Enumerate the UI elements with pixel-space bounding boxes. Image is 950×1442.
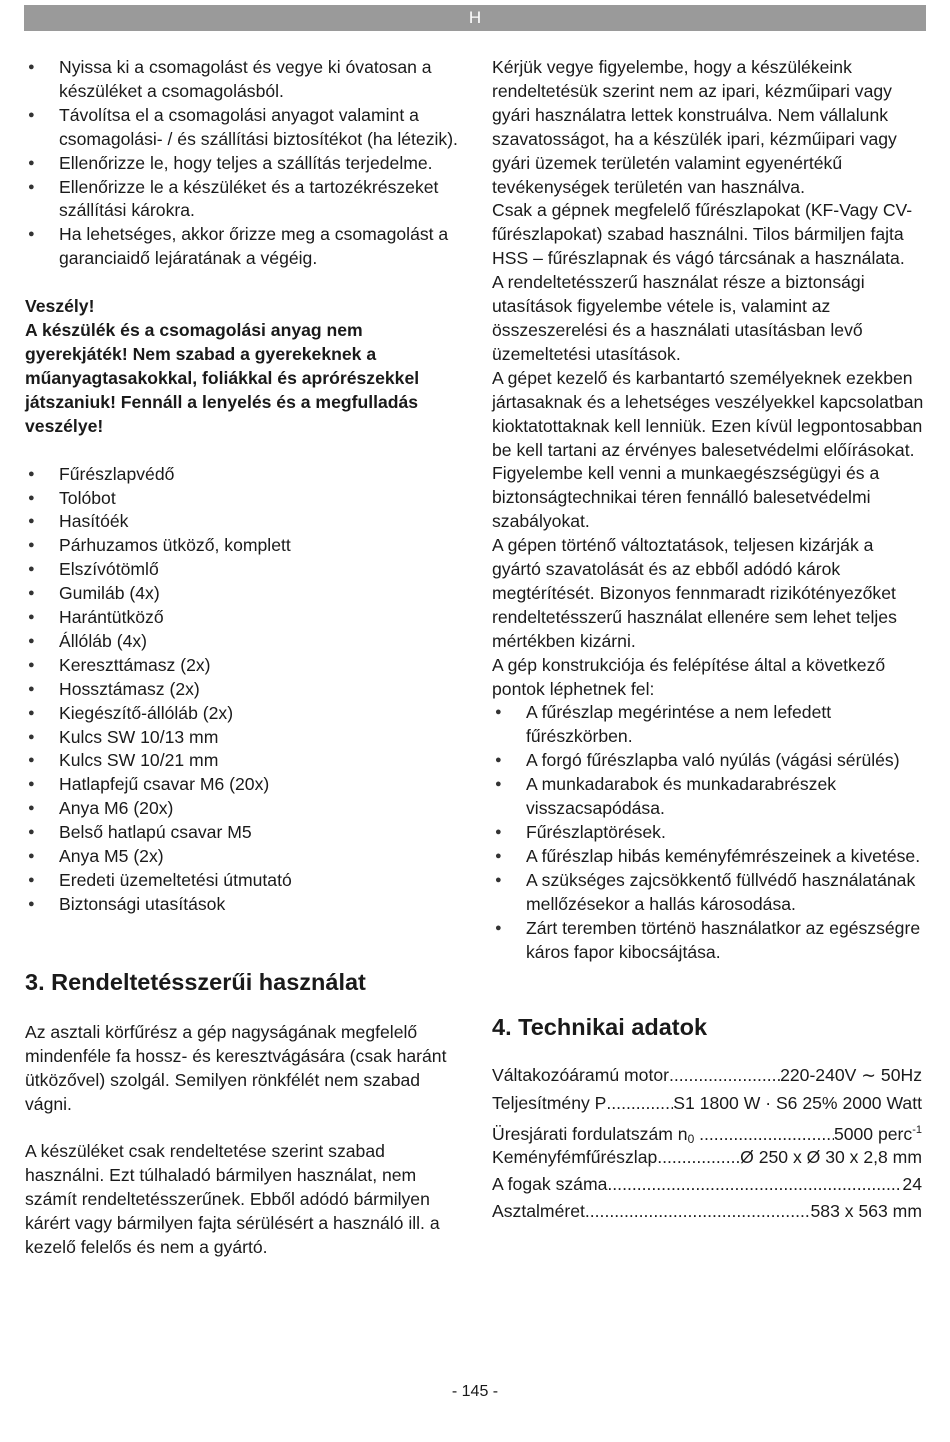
spec-value: 24 [902,1174,922,1195]
list-item: ● Kulcs SW 10/21 mm [25,749,463,773]
list-item: ● Távolítsa el a csomagolási anyagot valamint a csomagolási- / és szállítási biztosítékot (ha létezik). [25,104,463,152]
unpack-list [25,56,463,271]
list-item: ● Kulcs SW 10/13 mm [25,726,463,750]
usage-paragraph: A gépet kezelő és karbantartó személyeknek ezekben jártasaknak és a lehetséges veszélyekkel kapcsolatban kioktatottaknak kell lenniük. Ezen kívül legpontosabban be kell tartani az érvényes balesetvédelmi előírásokat. Figyelembe kell venni a munkaegészségügyi és a biztonságtechnikai téren fennálló balesetvédelmi szabályokat. [492,367,924,532]
spec-label: Asztalméret [492,1201,585,1222]
warning-title: Veszély! [25,296,95,317]
spec-value: S1 1800 W · S6 25% 2000 Watt [673,1092,922,1113]
spec-row [492,1144,922,1171]
list-item: ● Anya M5 (2x) [25,845,463,869]
usage-paragraph: Kérjük vegye figyelembe, hogy a készülékeink rendeltetésük szerint nem az ipari, kézműipari vagy gyári használatra lettek konstruálva. Nem vállalunk szavatosságot, ha a készülék ipari, kézműipari vagy gyári üzemek területén valamint egyenértékű tevékenységek területén van használva. [492,57,897,197]
list-item: ● Tolóbot [25,487,463,511]
section-3-paragraph: Az asztali körfűrész a gép nagyságának megfelelő mindenféle fa hossz- és keresztvágására (csak haránt ütközővel) szolgál. Semilyen rönkfélét nem szabad vágni. [25,1021,447,1114]
section-3-heading: 3. Rendeltetésszerűi használat [25,968,366,995]
section-4-heading: 4. Technikai adatok [492,1014,708,1041]
list-item: ● Kiegészítő-állóláb (2x) [25,702,463,726]
leader-dots [657,1144,740,1171]
superscript: -1 [912,1123,922,1136]
list-item: ● Gumiláb (4x) [25,582,463,606]
spec-row [492,1198,922,1225]
language-code: H [468,8,482,27]
subscript: 0 [687,1131,695,1146]
list-item: ● Hatlapfejű csavar M6 (20x) [25,773,463,797]
list-item: ● Ha lehetséges, akkor őrizze meg a csomagolást a garanciaidő lejáratának a végéig. [25,223,463,271]
spec-label: Teljesítmény P [492,1092,607,1113]
spec-row [492,1117,922,1144]
leader-dots [669,1062,780,1089]
list-item: ● Ellenőrizze le a készüléket és a tartozékrészeket szállítási károkra. [25,176,463,224]
leader-dots [606,1090,673,1117]
leader-dots [607,1171,902,1198]
list-item: ● Kereszttámasz (2x) [25,654,463,678]
section-3-paragraph: A készüléket csak rendeltetése szerint szabad használni. Ezt túlhaladó bármilyen használat, nem számít rendeltetésszerűnek. Ebből adódó bármilyen kárért vagy bármilyen fajta sérülésért a használó ill. a kezelő felelős és nem a gyártó. [25,1141,440,1258]
left-column [25,56,463,1260]
list-item: ● Hasítóék [25,510,463,534]
usage-paragraph: Csak a gépnek megfelelő fűrészlapokat (KF-Vagy CV-fűrészlapokat) szabad használni. Tilos bármiljen fajta HSS – fűrészlapnak és vágó tárcsának a használata. [492,200,913,269]
list-item: ● Fűrészlapvédő [25,463,463,487]
usage-paragraph: A rendeltetésszerű használat része a biztonsági utasítások figyelembe vétele is, valamint az összeszerelési és a használati utasításban levő üzemeltetési utasítások. [492,272,865,364]
list-item: ● Fűrészlaptörések. [492,821,927,845]
list-item: ● A forgó fűrészlapba való nyúlás (vágási sérülés) [492,749,927,773]
list-item: ● Állóláb (4x) [25,630,463,654]
page-number: - 145 - [451,1383,499,1400]
list-item: ● Párhuzamos ütköző, komplett [25,534,463,558]
list-item: ● Biztonsági utasítások [25,893,463,917]
spec-row [492,1171,922,1198]
list-item: ● Hossztámasz (2x) [25,678,463,702]
spec-row [492,1062,922,1089]
list-item: ● Anya M6 (20x) [25,797,463,821]
leader-dots [585,1198,811,1225]
list-item: ● A munkadarabok és munkadarabrészek visszacsapódása. [492,773,927,821]
warning-text: A készülék és a csomagolási anyag nem gyerekjáték! Nem szabad a gyerekeknek a műanyagtasakokkal, foliákkal és aprórészekkel játszaniuk! Fennáll a lenyelés és a megfulladás veszélye! [25,320,420,436]
spec-label: Keményfémfűrészlap [492,1147,658,1167]
list-item: ● A fűrészlap megérintése a nem lefedett fűrészkörben. [492,701,927,749]
spec-label: Üresjárati fordulatszám $n_0$ [492,1123,695,1146]
usage-paragraph: A gépen történő változtatások, teljesen kizárják a gyártó szavatolását és az ebből adódó károk megtérítését. Bizonyos fennmaradt rizikótényezőket rendeltetésszerű használat ellenére sem lehet teljes mértékben kizárni. [492,535,897,651]
technical-data-table [492,1062,922,1225]
spec-label: Váltakozóáramú motor [492,1065,669,1086]
parts-list [25,463,463,917]
list-item: ● Harántütköző [25,606,463,630]
list-item: ● Nyissa ki a csomagolást és vegye ki óvatosan a készüléket a csomagolásból. [25,56,463,104]
list-item: ● Ellenőrizze le, hogy teljes a szállítás terjedelme. [25,152,463,176]
spec-value: 583 x 563 mm [810,1201,922,1222]
spec-value: 220-240V ∼ 50Hz [780,1065,922,1086]
list-item: ● Eredeti üzemeltetési útmutató [25,869,463,893]
list-item: ● A szükséges zajcsökkentő füllvédő használatának mellőzésekor a hallás károsodása. [492,869,927,917]
list-item: ● Elszívótömlő [25,558,463,582]
list-item: ● Zárt teremben történö használatkor az egészségre káros fapor kibocsájtása. [492,917,927,965]
list-item: ● Belső hatlapú csavar M5 [25,821,463,845]
right-column [492,56,927,1226]
spec-row [492,1090,922,1117]
list-item: ● A fűrészlap hibás keményfémrészeinek a kivetése. [492,845,927,869]
risk-list [492,701,927,964]
language-tab-bar [24,5,926,31]
usage-paragraph: A gép konstrukciója és felépítése által a következő pontok léphetnek fel: [492,654,886,699]
spec-value: Ø 250 x Ø 30 x 2,8 mm [740,1147,922,1167]
spec-label: A fogak száma [492,1174,608,1195]
spec-value: 5000 perc$^{-1}$ [833,1123,922,1144]
